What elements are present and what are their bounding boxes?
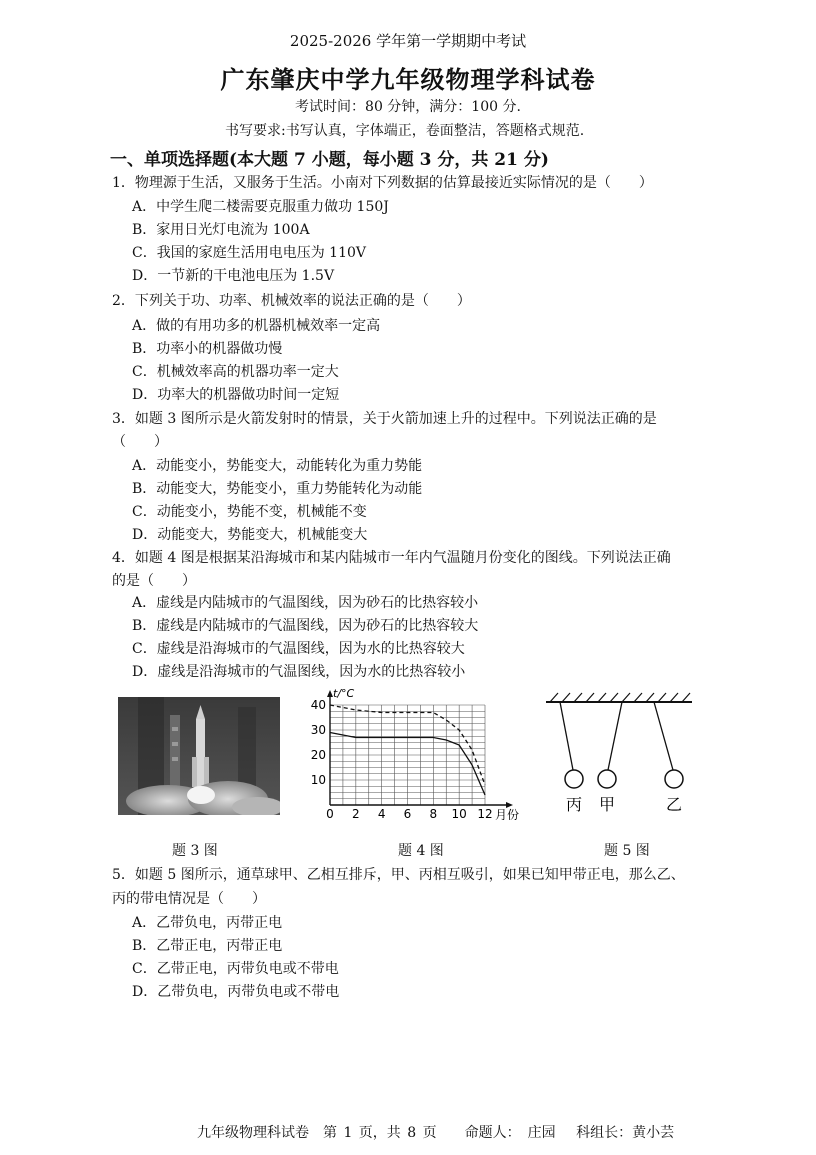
question-3-option-a: A．动能变小，势能变大，动能转化为重力势能 xyxy=(132,458,423,474)
question-4-option-b: B．虚线是内陆城市的气温图线，因为砂石的比热容较大 xyxy=(132,618,479,634)
ceiling-hatch xyxy=(550,693,690,702)
section-heading: 一、单项选择题(本大题 7 小题，每小题 3 分，共 21 分) xyxy=(110,150,549,170)
figure-5-caption: 题 5 图 xyxy=(604,843,650,859)
question-4-stem: 4．如题 4 图是根据某沿海城市和某内陆城市一年内气温随月份变化的图线。下列说法正确 xyxy=(112,550,671,566)
chart-grid xyxy=(330,705,485,805)
x-tick-label: 4 xyxy=(377,807,386,820)
question-3-option-c: C．动能变小，势能不变，机械能不变 xyxy=(132,504,367,520)
question-4-stem-cont: 的是（ ） xyxy=(112,573,196,589)
question-5-option-c: C．乙带正电，丙带负电或不带电 xyxy=(132,961,339,977)
question-5-option-d: D．乙带负电，丙带负电或不带电 xyxy=(132,984,340,1000)
question-2-option-b: B．功率小的机器做功慢 xyxy=(132,341,283,357)
y-axis-label: t/°C xyxy=(333,687,355,700)
rocket-launch-photo xyxy=(118,697,280,815)
x-tick-label: 2 xyxy=(352,807,360,820)
writing-requirement: 书写要求:书写认真，字体端正，卷面整洁，答题格式规范. xyxy=(225,123,585,139)
figure-3-caption: 题 3 图 xyxy=(172,843,218,859)
question-2-stem: 2．下列关于功、功率、机械效率的说法正确的是（ ） xyxy=(112,293,471,309)
ball-jia xyxy=(598,770,616,788)
chart-labels xyxy=(311,687,519,820)
page-title: 广东肇庆中学九年级物理学科试卷 xyxy=(220,65,596,94)
x-tick-label: 8 xyxy=(429,807,438,820)
x-tick-label: 12 xyxy=(477,807,493,820)
question-4-option-c: C．虚线是沿海城市的气温图线，因为水的比热容较大 xyxy=(132,641,465,657)
ball-label-bing: 丙 xyxy=(565,795,583,814)
pith-ball-diagram xyxy=(540,690,700,820)
y-tick-label: 40 xyxy=(310,698,326,712)
figure-4-caption: 题 4 图 xyxy=(398,843,444,859)
x-tick-label: 6 xyxy=(403,807,412,820)
question-2-option-a: A．做的有用功多的机器机械效率一定高 xyxy=(132,318,381,334)
ball-yi xyxy=(665,770,683,788)
question-3-stem: 3．如题 3 图所示是火箭发射时的情景，关于火箭加速上升的过程中。下列说法正确的是 xyxy=(112,411,657,427)
ball-label-jia: 甲 xyxy=(598,795,616,814)
ball-label-yi: 乙 xyxy=(665,795,683,814)
question-1-option-a: A．中学生爬二楼需要克服重力做功 150J xyxy=(132,199,389,215)
question-1-option-c: C．我国的家庭生活用电电压为 110V xyxy=(132,245,366,261)
x-tick-label: 10 xyxy=(451,807,467,820)
question-4-option-a: A．虚线是内陆城市的气温图线，因为砂石的比热容较小 xyxy=(132,595,479,611)
exam-term-line: 2025-2026 学年第一学期期中考试 xyxy=(289,32,527,50)
question-1-stem: 1．物理源于生活，又服务于生活。小南对下列数据的估算最接近实际情况的是（ ） xyxy=(112,175,653,191)
ball-bing xyxy=(565,770,583,788)
question-2-option-c: C．机械效率高的机器功率一定大 xyxy=(132,364,339,380)
question-5-option-b: B．乙带正电，丙带正电 xyxy=(132,938,283,954)
page-footer: 九年级物理科试卷 第 1 页，共 8 页 命题人： 庄园 科组长：黄小芸 xyxy=(197,1125,675,1141)
exam-info: 考试时间：80 分钟，满分：100 分. xyxy=(295,99,521,115)
y-tick-label: 20 xyxy=(310,748,326,762)
question-4-option-d: D．虚线是沿海城市的气温图线，因为水的比热容较小 xyxy=(132,664,466,680)
question-3-option-b: B．动能变大，势能变小，重力势能转化为动能 xyxy=(132,481,423,497)
thread-jia xyxy=(608,702,622,770)
question-3-option-d: D．动能变大，势能变大，机械能变大 xyxy=(132,527,368,543)
question-1-option-b: B．家用日光灯电流为 100A xyxy=(132,222,310,238)
temperature-chart xyxy=(305,685,525,820)
y-tick-label: 10 xyxy=(310,773,326,787)
y-tick-label: 30 xyxy=(310,723,326,737)
question-1-option-d: D．一节新的干电池电压为 1.5V xyxy=(132,268,335,284)
x-axis-label: 月份 xyxy=(495,808,520,820)
thread-bing xyxy=(560,702,573,770)
x-tick-label: 0 xyxy=(326,807,334,820)
thread-yi xyxy=(654,702,673,770)
question-5-option-a: A．乙带负电，丙带正电 xyxy=(132,915,283,931)
question-5-stem: 5．如题 5 图所示，通草球甲、乙相互排斥，甲、丙相互吸引，如果已知甲带正电，那么乙、 xyxy=(112,867,685,883)
question-3-stem-cont: （ ） xyxy=(112,434,168,450)
question-5-stem-cont: 丙的带电情况是（ ） xyxy=(112,891,266,907)
question-2-option-d: D．功率大的机器做功时间一定短 xyxy=(132,387,340,403)
